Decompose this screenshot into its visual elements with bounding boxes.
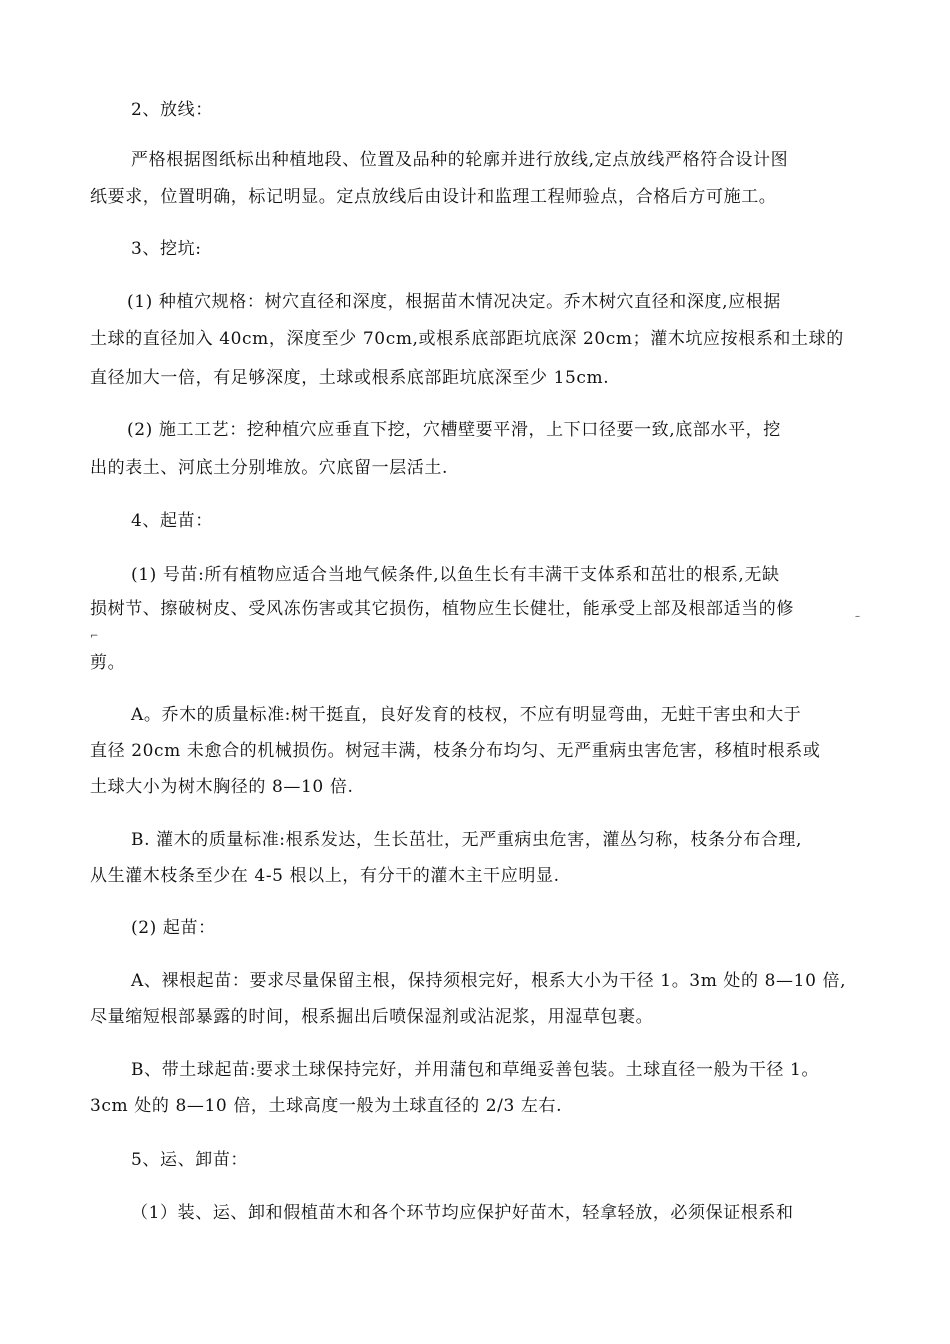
paragraph-line: (2) 施工工艺：挖种植穴应垂直下挖，穴槽壁要平滑，上下口径要一致,底部水平，挖 (127, 420, 781, 440)
section-heading-3: 3、挖坑: (131, 239, 202, 259)
paragraph-line: 直径 20cm 未愈合的机械损伤。树冠丰满，枝条分布均匀、无严重病虫害危害，移植时根系或 (90, 741, 821, 761)
paragraph-line: 出的表土、河底土分别堆放。穴底留一层活土. (90, 458, 449, 478)
paragraph-line: 土球大小为树木胸径的 8—10 倍. (90, 777, 354, 797)
section-heading-4: 4、起苗： (131, 511, 213, 531)
paragraph-line: 纸要求，位置明确，标记明显。定点放线后由设计和监理工程师验点，合格后方可施工。 (90, 187, 777, 207)
paragraph-line: B. 灌木的质量标准:根系发达，生长茁壮，无严重病虫危害，灌丛匀称，枝条分布合理, (131, 830, 803, 850)
edge-mark: – (855, 611, 860, 622)
paragraph-line: 从生灌木枝条至少在 4-5 根以上，有分干的灌木主干应明显. (90, 866, 560, 886)
paragraph-line: 严格根据图纸标出种植地段、位置及品种的轮廓并进行放线,定点放线严格符合设计图 (131, 150, 789, 170)
paragraph-line: 直径加大一倍，有足够深度，土球或根系底部距坑底深至少 15cm. (90, 368, 610, 388)
paragraph-line: 损树节、擦破树皮、受风冻伤害或其它损伤，植物应生长健壮，能承受上部及根部适当的修 (90, 599, 794, 619)
section-heading-2: 2、放线： (131, 100, 213, 120)
paragraph-line: B、带土球起苗:要求土球保持完好，并用蒲包和草绳妥善包装。土球直径一般为干径 1。 (131, 1060, 820, 1080)
paragraph-line: （1）装、运、卸和假植苗木和各个环节均应保护好苗木，轻拿轻放，必须保证根系和 (131, 1203, 794, 1223)
paragraph-line: 剪。 (90, 653, 126, 673)
paragraph-line: (1) 种植穴规格：树穴直径和深度，根据苗木情况决定。乔木树穴直径和深度,应根据 (127, 292, 781, 312)
edge-mark: ⌐ (90, 631, 99, 642)
paragraph-line: 3cm 处的 8—10 倍，土球高度一般为土球直径的 2/3 左右. (90, 1096, 563, 1116)
paragraph-line: A。乔木的质量标准:树干挺直，良好发育的枝杈，不应有明显弯曲，无蛀干害虫和大于 (131, 705, 802, 725)
subsection-heading: (2) 起苗： (131, 918, 216, 938)
paragraph-line: 土球的直径加入 40cm，深度至少 70cm,或根系底部距坑底深 20cm；灌木坑应按根系和土球的 (90, 329, 844, 349)
paragraph-line: 尽量缩短根部暴露的时间，根系掘出后喷保湿剂或沾泥浆，用湿草包裹。 (90, 1007, 654, 1027)
paragraph-line: (1) 号苗:所有植物应适合当地气候条件,以鱼生长有丰满干支体系和茁壮的根系,无缺 (131, 565, 780, 585)
section-heading-5: 5、运、卸苗： (131, 1150, 249, 1170)
paragraph-line: A、裸根起苗：要求尽量保留主根，保持须根完好，根系大小为干径 1。3m 处的 8—10 倍, (131, 971, 847, 991)
